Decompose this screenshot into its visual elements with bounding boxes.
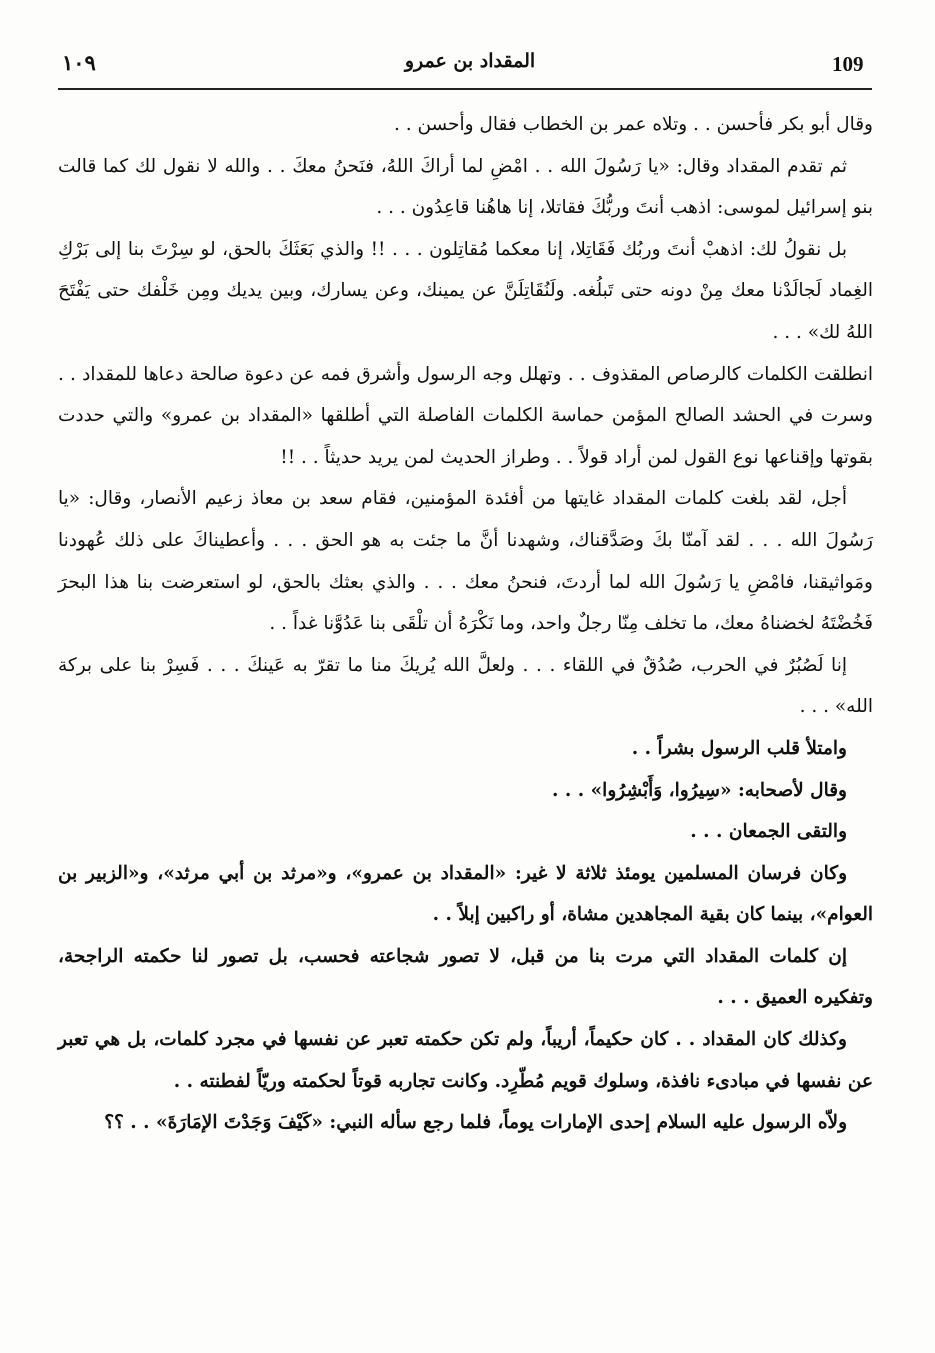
paragraph-12: وكذلك كان المقداد . . كان حكيماً، أريباً، ولم تكن حكمته تعبر عن نفسها في مجرد كلمات، بل هي تعبر عن نفسها في مبادىء نافذة، وسلوك قويم مُطّرِد. وكانت تجاربه قوتاً لحكمته وريّاً لفطنته . . — [58, 1029, 873, 1092]
paragraph-8: وقال لأصحابه: «سِيرُوا، وَأَبْشِرُوا» . . . — [551, 779, 847, 801]
header-divider — [58, 88, 872, 90]
body-text — [58, 104, 873, 1144]
paragraph-10: وكان فرسان المسلمين يومئذ ثلاثة لا غير: «المقداد بن عمرو»، و«مرثد بن أبي مرثد»، و«الزبير بن العوام»، بينما كان بقية المجاهدين مشاة، أو راكبين إبلاً . . — [58, 862, 873, 926]
page-number-latin: 109 — [832, 52, 864, 76]
running-title: المقداد بن عمرو — [404, 50, 536, 72]
paragraph-7: وامتلأ قلب الرسول بشراً . . — [631, 737, 847, 759]
paragraph-1: وقال أبو بكر فأحسن . . وتلاه عمر بن الخطاب فقال وأحسن . . — [393, 114, 873, 135]
paragraph-13: ولاّه الرسول عليه السلام إحدى الإمارات يوماً، فلما رجع سأله النبي: «كَيْفَ وَجَدْتَ الإمَارَةَ» . . ؟؟ — [104, 1112, 847, 1134]
page-number-arabic: ١٠٩ — [62, 50, 96, 75]
page-header — [60, 50, 872, 86]
paragraph-11: إن كلمات المقداد التي مرت بنا من قبل، لا تصور شجاعته فحسب، بل تصور لنا حكمته الراجحة، وتفكيره العميق . . . — [58, 945, 873, 1009]
paragraph-2: ثم تقدم المقداد وقال: «يا رَسُولَ الله . . امْضِ لما أراكَ اللهُ، فنَحنُ معكَ . . والله لا نقول لك كما قالت بنو إسرائيل لموسى: اذهب أنتَ وربُّكَ فقاتلا، إنا هاهُنا قاعِدُون . . . — [58, 155, 873, 219]
paragraph-3: بل نقولُ لك: اذهبْ أنتَ وربُك فَقَاتِلا، إنا معكما مُقاتِلون . . . !! والذي بَعَثَكَ بالحق، لو سِرْتَ بنا إلى بَرْكِ الغِماد لَجالَدْنا معك مِنْ دونه حتى تَبلُغه. ولَنُقَاتِلَنَّ عن يمينك، وعن يسارك، وبين يديك ومِن خَلْفك حتى يَفْتَحَ اللهُ لك» . . . — [58, 238, 873, 343]
paragraph-5: أجل، لقد بلغت كلمات المقداد غايتها من أفئدة المؤمنين، فقام سعد بن معاذ زعيم الأنصار، وقال: «يا رَسُولَ الله . . . لقد آمنّا بكَ وصَدَّقناك، وشهدنا أنَّ ما جئت به هو الحق . . . وأعطيناكَ على ذلك عُهودنا ومَواثيقنا، فامْضِ يا رَسُولَ الله لما أردتَ، فنحنُ معك . . . والذي بعثك بالحق، لو استعرضت بنا هذا البحرَ فَخُضْتَهُ لخضناهُ معك، ما تخلف مِنّا رجلٌ واحد، وما نَكْرَهُ أن تلْقَى بنا عَدُوَّنا غداً . . — [58, 488, 873, 635]
paragraph-6: إنا لَصُبُرٌ في الحرب، صُدُقٌ في اللقاء . . . ولعلَّ الله يُريكَ منا ما تقرّ به عَينكَ . . . فَسِرْ بنا على بركة الله» . . . — [58, 654, 873, 718]
paragraph-9: والتقى الجمعان . . . — [690, 821, 847, 843]
paragraph-4: انطلقت الكلمات كالرصاص المقذوف . . وتهلل وجه الرسول وأشرق فمه عن دعوة صالحة دعاها للمقداد . . وسرت في الحشد الصالح المؤمن حماسة الكلمات الفاصلة التي أطلقها «المقداد بن عمرو» والتي حددت بقوتها وإقناعها نوع القول لمن أراد قولاً . . وطراز الحديث لمن يريد حديثاً . . !! — [58, 363, 873, 468]
